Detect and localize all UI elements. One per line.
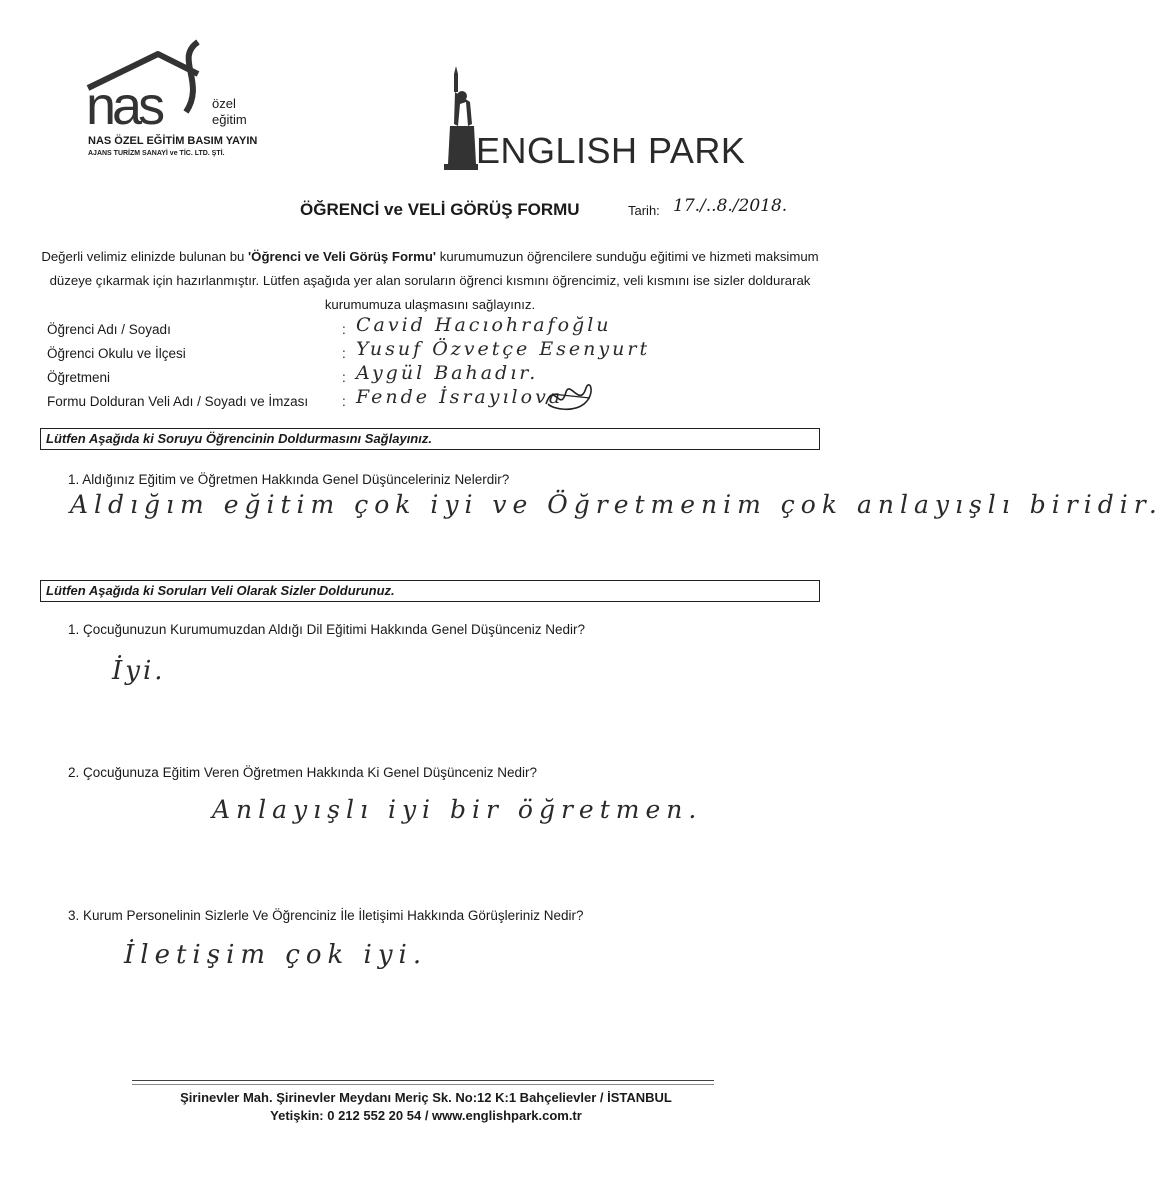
- student-section-heading: [40, 428, 820, 450]
- parent-section-heading: [40, 580, 820, 602]
- parent-answer-1[interactable]: İyi.: [112, 656, 166, 686]
- parent-signature-icon: [540, 374, 600, 418]
- teacher-label: Öğretmeni: [47, 370, 111, 385]
- student-answer-1[interactable]: Aldığım eğitim çok iyi ve Öğretmenim çok anlayışlı biridir.: [70, 490, 1163, 519]
- info-colon: :: [342, 346, 346, 361]
- parent-question-2: 2. Çocuğunuza Eğitim Veren Öğretmen Hakkında Ki Genel Düşünceniz Nedir?: [68, 765, 537, 780]
- info-colon: :: [342, 322, 346, 337]
- student-question-1: 1. Aldığınız Eğitim ve Öğretmen Hakkında Genel Düşünceleriniz Nelerdir?: [68, 472, 510, 487]
- nas-company-name: NAS ÖZEL EĞİTİM BASIM YAYIN: [88, 135, 258, 147]
- intro-form-name: 'Öğrenci ve Veli Görüş Formu': [248, 249, 437, 264]
- footer-address: Şirinevler Mah. Şirinevler Meydanı Meriç Sk. No:12 K:1 Bahçelievler / İSTANBUL: [180, 1090, 672, 1105]
- student-name-value[interactable]: Cavid Hacıohrafoğlu: [356, 314, 612, 336]
- student-school-value[interactable]: Yusuf Özvetçe Esenyurt: [356, 338, 651, 360]
- parent-question-3: 3. Kurum Personelinin Sizlerle Ve Öğrenciniz İle İletişimi Hakkında Görüşleriniz Nedir?: [68, 908, 584, 923]
- intro-text-part1: Değerli velimiz elinizde bulunan bu: [41, 249, 249, 264]
- parent-name-label: Formu Dolduran Veli Adı / Soyadı ve İmzası: [47, 394, 309, 409]
- student-section-heading-text: Lütfen Aşağıda ki Soruyu Öğrencinin Doldurmasını Sağlayınız.: [46, 431, 432, 446]
- date-value[interactable]: 17./..8./2018.: [673, 196, 788, 216]
- form-title: ÖĞRENCİ ve VELİ GÖRÜŞ FORMU: [300, 200, 580, 219]
- student-school-label: Öğrenci Okulu ve İlçesi: [47, 346, 186, 361]
- nas-company-subtitle: AJANS TURİZM SANAYİ ve TİC. LTD. ŞTİ.: [88, 150, 225, 157]
- footer-contact: Yetişkin: 0 212 552 20 54 / www.englishpark.com.tr: [270, 1108, 582, 1123]
- intro-text-part2: kurumumuzun öğrencilere sunduğu eğitimi ve hizmeti maksimum düzeye çıkarmak için hazırlanmıştır. Lütfen aşağıda yer alan soruların öğrenci kısmını öğrencimiz, veli kısmını ise sizler doldurarak kurumumuza ulaşmasını sağlayınız.: [49, 249, 819, 312]
- parent-section-heading-text: Lütfen Aşağıda ki Soruları Veli Olarak Sizler Doldurunuz.: [46, 583, 395, 598]
- teacher-value[interactable]: Aygül Bahadır.: [356, 362, 539, 384]
- date-label: Tarih:: [628, 203, 660, 218]
- parent-name-value[interactable]: Fende İsrayılova: [356, 386, 564, 408]
- nas-egitim-text: eğitim: [212, 112, 247, 127]
- info-colon: :: [342, 394, 346, 409]
- statue-of-liberty-icon: [440, 64, 480, 174]
- nas-logo: [78, 38, 268, 166]
- parent-answer-2[interactable]: Anlayışlı iyi bir öğretmen.: [212, 795, 703, 824]
- svg-text:nas: nas: [86, 76, 162, 136]
- english-park-logo: [436, 64, 781, 174]
- intro-paragraph: [40, 245, 820, 317]
- footer-divider: [132, 1080, 714, 1085]
- english-park-wordmark: ENGLISH PARK: [476, 130, 746, 171]
- nas-ozel-text: özel: [212, 96, 236, 111]
- student-name-label: Öğrenci Adı / Soyadı: [47, 322, 171, 337]
- info-colon: :: [342, 370, 346, 385]
- parent-question-1: 1. Çocuğunuzun Kurumumuzdan Aldığı Dil Eğitimi Hakkında Genel Düşünceniz Nedir?: [68, 622, 586, 637]
- parent-answer-3[interactable]: İletişim çok iyi.: [124, 940, 428, 970]
